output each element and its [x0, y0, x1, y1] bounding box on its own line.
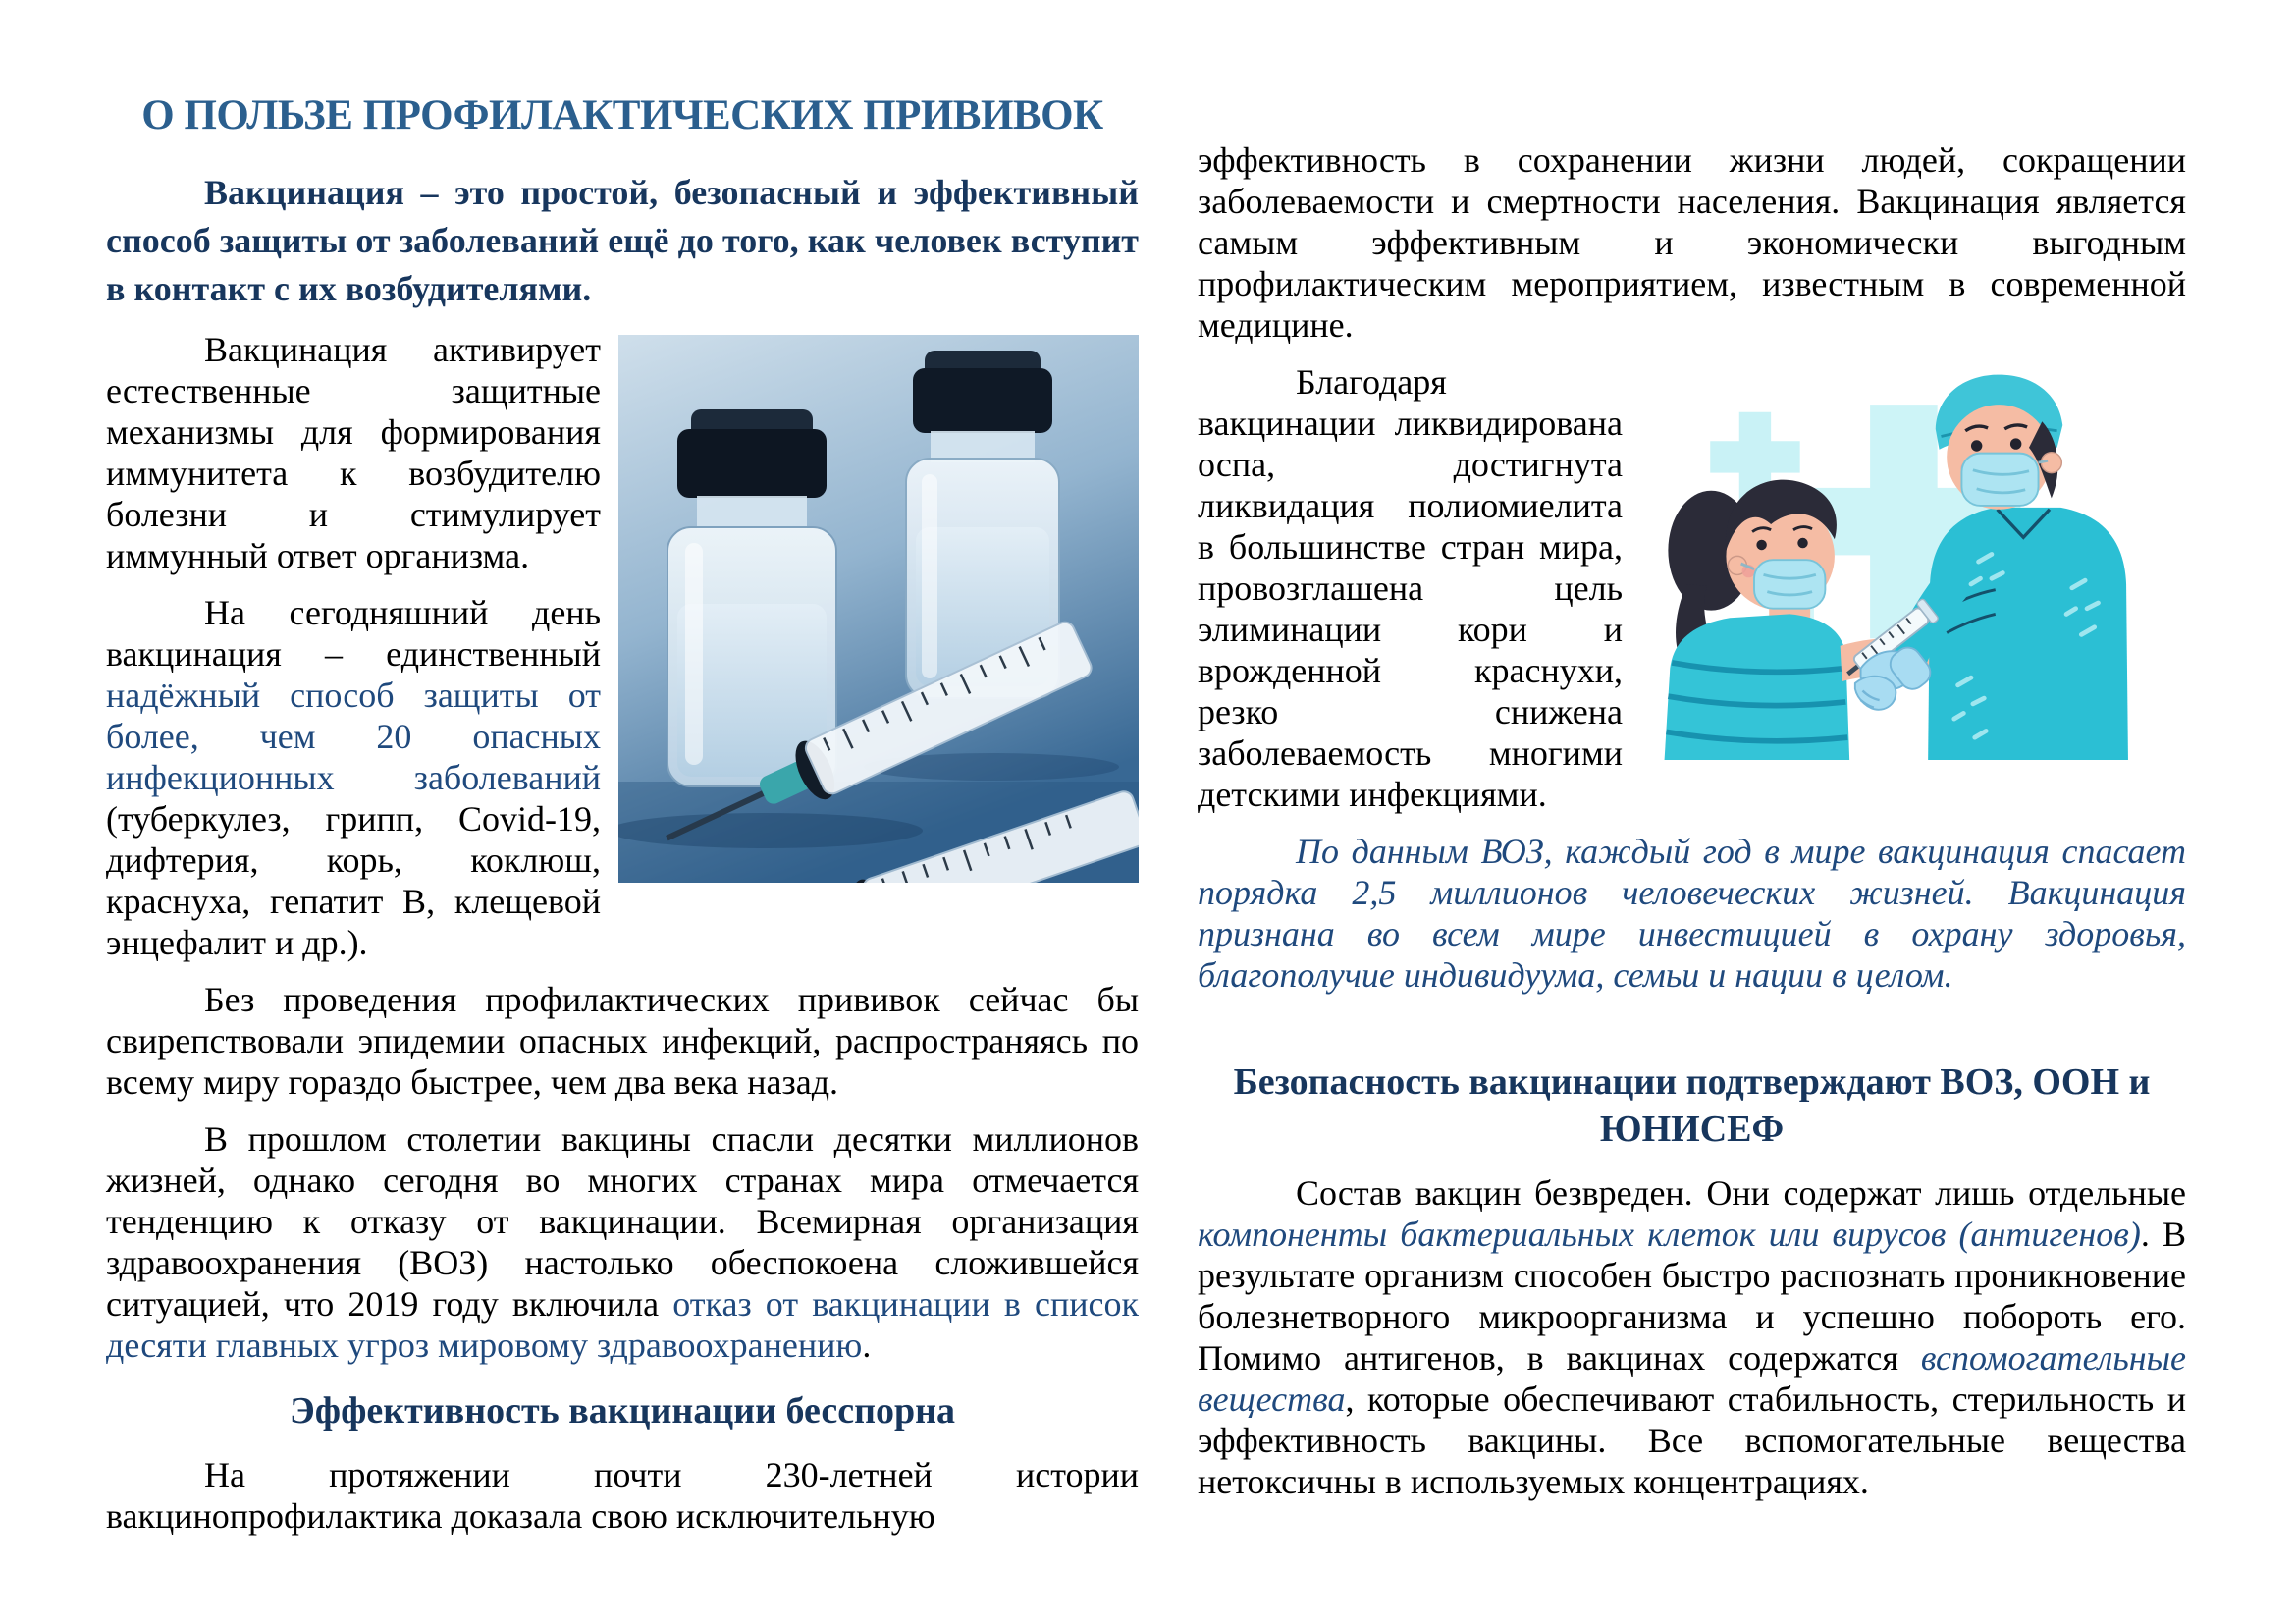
page-title: О ПОЛЬЗЕ ПРОФИЛАКТИЧЕСКИХ ПРИВИВОК	[141, 92, 1103, 138]
paragraph-epidemics	[106, 979, 1139, 1103]
text-segment: В прошлом столетии вакцины спасли десятки миллионов жизней, однако сегодня во многих странах мира отмечается тенденцию к отказу от вакцинации. Всемирная организация здравоохранения (ВОЗ) настолько обеспокоена сложившейся ситуацией, что 2019 году включила	[106, 1119, 1139, 1324]
paragraph-who-threats	[106, 1118, 1139, 1366]
vials-photo-svg	[618, 335, 1139, 883]
paragraph-vaccine-composition	[1198, 1172, 2186, 1502]
text-segment: (туберкулез, грипп, Covid-19, дифтерия, корь, коклюш, краснуха, гепатит В, клещевой энцефалит и др.).	[106, 799, 601, 962]
text-segment: На протяжении почти 230-летней истории вакцинопрофилактика доказала свою исключительную	[106, 1455, 1139, 1536]
right-column	[1198, 88, 2186, 1624]
text-segment: На сегодняшний день вакцинация – единственный	[106, 593, 601, 674]
text-segment: Без проведения профилактических прививок сейчас бы свирепствовали эпидемии опасных инфекций, распространяясь по всему миру гораздо быстрее, чем два века назад.	[106, 980, 1139, 1102]
text-segment: эффективность в сохранении жизни людей, сокращении заболеваемости и смертности населения. Вакцинация является самым эффективным и экономически выгодным профилактическим мероприятием, известным в современной медицине.	[1198, 140, 2186, 345]
highlighted-text: вспомогательные вещества	[1198, 1338, 2186, 1419]
highlighted-text: компоненты бактериальных клеток или вирусов (антигенов)	[1198, 1215, 2141, 1254]
vaccine-vials-syringes-photo	[618, 335, 1139, 883]
vaccination-illustration	[1636, 367, 2186, 760]
text-segment: . В результате организм способен быстро распознать проникновение болезнетворного микроорганизма и успешно побороть его. Помимо антигенов, в вакцинах содержатся	[1198, 1215, 2186, 1378]
section-heading-safety: Безопасность вакцинации подтверждают ВОЗ, ООН и ЮНИСЕФ	[1233, 1061, 2151, 1150]
paragraph-230-years	[106, 1454, 1139, 1537]
section-heading-effectiveness: Эффективность вакцинации бесспорна	[290, 1390, 955, 1432]
highlighted-text: надёжный способ защиты от более, чем 20 опасных инфекционных заболеваний	[106, 676, 601, 797]
intro-paragraph: Вакцинация – это простой, безопасный и эффективный способ защиты от заболеваний ещё до того, как человек вступит в контакт с их возбудителями.	[106, 173, 1139, 308]
vaccine-vial	[667, 409, 836, 786]
paragraph-effectiveness-continued	[1198, 139, 2186, 346]
text-segment: Благодаря вакцинации ликвидирована оспа, достигнута ликвидация полиомиелита в большинстве стран мира, провозглашена цель элиминации кори и врожденной краснухи, резко снижена заболеваемость многими детскими инфекциями.	[1198, 362, 1623, 814]
paragraph-who-statistics	[1198, 831, 2186, 996]
highlighted-text: отказ от вакцинации в список десяти главных угроз мировому здравоохранению	[106, 1284, 1140, 1365]
text-segment: .	[862, 1326, 872, 1365]
vaccination-cartoon-svg	[1636, 367, 2186, 760]
text-segment: , которые обеспечивают стабильность, стерильность и эффективность вакцины. Все вспомогательные вещества нетоксичны в используемых концентрациях.	[1198, 1380, 2186, 1501]
text-segment: Состав вакцин безвреден. Они содержат лишь отдельные	[1296, 1173, 2186, 1213]
left-column	[106, 88, 1139, 1624]
text-segment: По данным ВОЗ, каждый год в мире вакцинация спасает порядка 2,5 миллионов человеческих жизней. Вакцинация признана во всем мире инвестицией в охрану здоровья, благополучие индивидуума, семьи и нации в целом.	[1198, 832, 2186, 995]
text-segment: Вакцинация активирует естественные защитные механизмы для формирования иммунитета к возбудителю болезни и стимулирует иммунный ответ организма.	[106, 330, 601, 575]
